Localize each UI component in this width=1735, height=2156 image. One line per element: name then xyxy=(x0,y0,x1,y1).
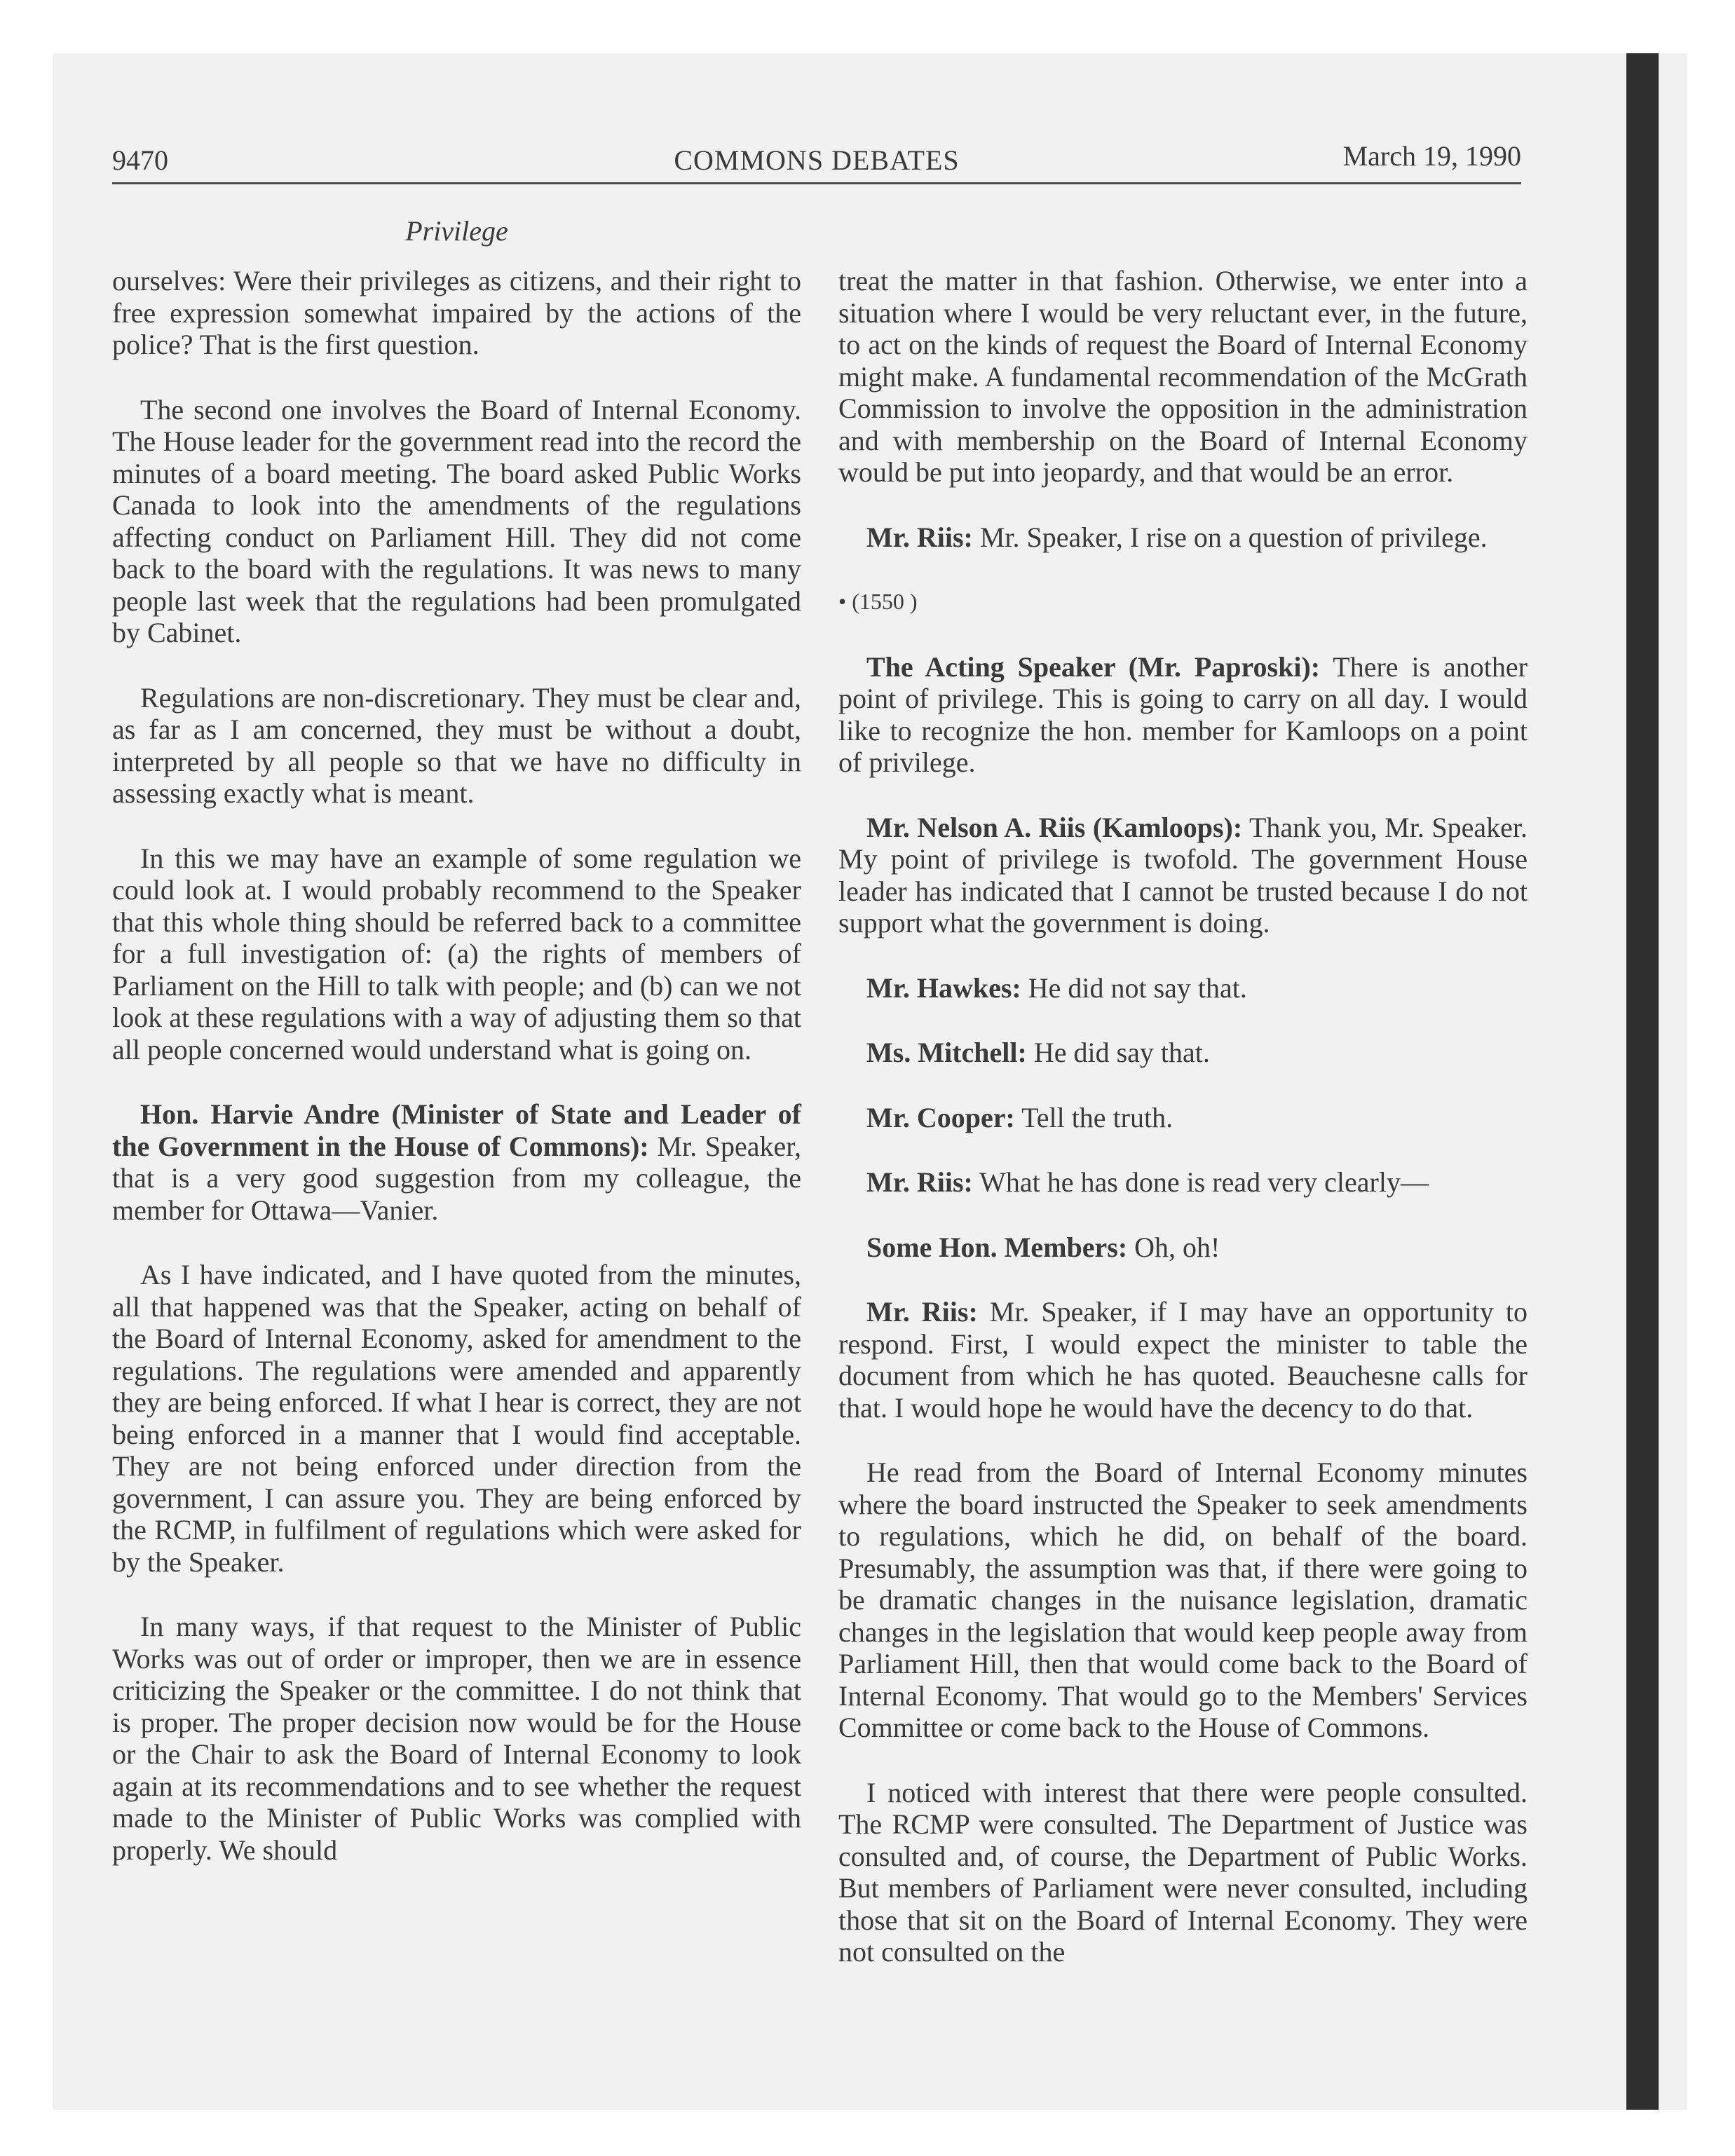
speech-paragraph xyxy=(838,1102,1528,1134)
speaker-name: Hon. Harvie Andre (Minister of State and Leader of the Government in the House of Commons): xyxy=(112,1098,801,1162)
speech-paragraph xyxy=(838,1166,1528,1199)
speaker-name: Mr. Riis: xyxy=(866,1166,973,1198)
speaker-name: Mr. Cooper: xyxy=(866,1101,1015,1133)
paragraph: treat the matter in that fashion. Otherwise, we enter into a situation where I would be very reluctant ever, in the future, to act on the kinds of request the Board of Internal Economy might make. A fundamental recommendation of the McGrath Commission to involve the opposition in the administration and with membership on the Board of Internal Economy would be put into jeopardy, and that would be an error. xyxy=(838,265,1528,488)
speech-paragraph xyxy=(838,651,1528,779)
speaker-name: Ms. Mitchell: xyxy=(866,1037,1027,1068)
page-number: 9470 xyxy=(112,144,168,176)
speaker-name: Mr. Riis: xyxy=(866,521,973,553)
speech-paragraph xyxy=(838,521,1528,554)
speech-paragraph xyxy=(838,812,1528,939)
time-stamp: • (1550 ) xyxy=(838,589,918,614)
speaker-name: Mr. Riis: xyxy=(866,1296,978,1328)
speech-paragraph xyxy=(838,1296,1528,1424)
speaker-name: Mr. Nelson A. Riis (Kamloops): xyxy=(866,811,1243,843)
publication-date: March 19, 1990 xyxy=(1342,140,1521,172)
publication-title: COMMONS DEBATES xyxy=(674,144,960,176)
speech-text: Mr. Speaker, I rise on a question of privilege. xyxy=(972,521,1488,553)
speech-paragraph xyxy=(838,972,1528,1004)
speech-paragraph xyxy=(838,1231,1528,1264)
paragraph: ourselves: Were their privileges as citizens, and their right to free expression somewhat impaired by the actions of the police? That is the first question. xyxy=(112,265,801,360)
page-header xyxy=(112,137,1521,184)
speech-text: What he has done is read very clearly— xyxy=(972,1166,1429,1198)
paragraph: He read from the Board of Internal Economy minutes where the board instructed the Speaker to seek amendments to regulations, which he did, on behalf of the board. Presumably, the assumption was that, if there were going to be dramatic changes in the nuisance legislation, dramatic changes in the legislation that would keep people away from Parliament Hill, then that would come back to the Board of Internal Economy. That would go to the Members' Services Committee or come back to the House of Commons. xyxy=(838,1456,1528,1743)
speech-text: Tell the truth. xyxy=(1014,1101,1173,1133)
scan-edge-shadow xyxy=(1626,53,1659,2110)
speech-text: Oh, oh! xyxy=(1127,1231,1220,1263)
right-column xyxy=(838,265,1528,2001)
speech-paragraph xyxy=(838,1037,1528,1069)
speech-text: He did say that. xyxy=(1026,1037,1210,1068)
speech-paragraph xyxy=(112,1098,801,1226)
paragraph: I noticed with interest that there were people consulted. The RCMP were consulted. The Department of Justice was consulted and, of course, the Department of Public Works. But members of Parliament were never consulted, including those that sit on the Board of Internal Economy. They were not consulted on the xyxy=(838,1776,1528,1967)
speaker-name: Mr. Hawkes: xyxy=(866,971,1021,1004)
speech-text: Thank you, Mr. Speaker. My point of privilege is twofold. The government House leader has indicated that I cannot be trusted because I do not support what the government is doing. xyxy=(838,811,1528,939)
paragraph: In this we may have an example of some regulation we could look at. I would probably recommend to the Speaker that this whole thing should be referred back to a committee for a full investigation of: (a) the rights of members of Parliament on the Hill to talk with people; and (b) can we not look at these regulations with a way of adjusting them so that all people concerned would understand what is going on. xyxy=(112,842,801,1065)
left-column xyxy=(112,265,801,1899)
speech-text: He did not say that. xyxy=(1021,971,1247,1004)
paragraph: In many ways, if that request to the Minister of Public Works was out of order or improper, then we are in essence criticizing the Speaker or the committee. I do not think that is proper. The proper decision now would be for the House or the Chair to ask the Board of Internal Economy to look again at its recommendations and to see whether the request made to the Minister of Public Works was complied with properly. We should xyxy=(112,1611,801,1866)
speech-text: Mr. Speaker, that is a very good suggestion from my colleague, the member for Ottawa—Vanier. xyxy=(112,1130,801,1226)
speech-text: There is another point of privilege. This is going to carry on all day. I would like to recognize the hon. member for Kamloops on a point of privilege. xyxy=(838,650,1528,778)
speaker-name: Some Hon. Members: xyxy=(866,1231,1128,1263)
paragraph: Regulations are non-discretionary. They must be clear and, as far as I am concerned, they must be without a doubt, interpreted by all people so that we have no difficulty in assessing exactly what is meant. xyxy=(112,681,801,809)
section-title: Privilege xyxy=(405,215,508,247)
speech-text: Mr. Speaker, if I may have an opportunity to respond. First, I would expect the minister to table the document from which he has quoted. Beauchesne calls for that. I would hope he would have the decency to do that. xyxy=(838,1296,1528,1424)
paragraph: The second one involves the Board of Internal Economy. The House leader for the government read into the record the minutes of a board meeting. The board asked Public Works Canada to look into the amendments of the regulations affecting conduct on Parliament Hill. They did not come back to the board with the regulations. It was news to many people last week that the regulations had been promulgated by Cabinet. xyxy=(112,393,801,648)
paragraph: As I have indicated, and I have quoted from the minutes, all that happened was that the Speaker, acting on behalf of the Board of Internal Economy, asked for amendment to the regulations. The regulations were amended and apparently they are being enforced. If what I hear is correct, they are not being enforced in a manner that I would find acceptable. They are not being enforced under direction from the government, I can assure you. They are being enforced by the RCMP, in fulfilment of regulations which were asked for by the Speaker. xyxy=(112,1259,801,1578)
speaker-name: The Acting Speaker (Mr. Paproski): xyxy=(866,650,1321,683)
